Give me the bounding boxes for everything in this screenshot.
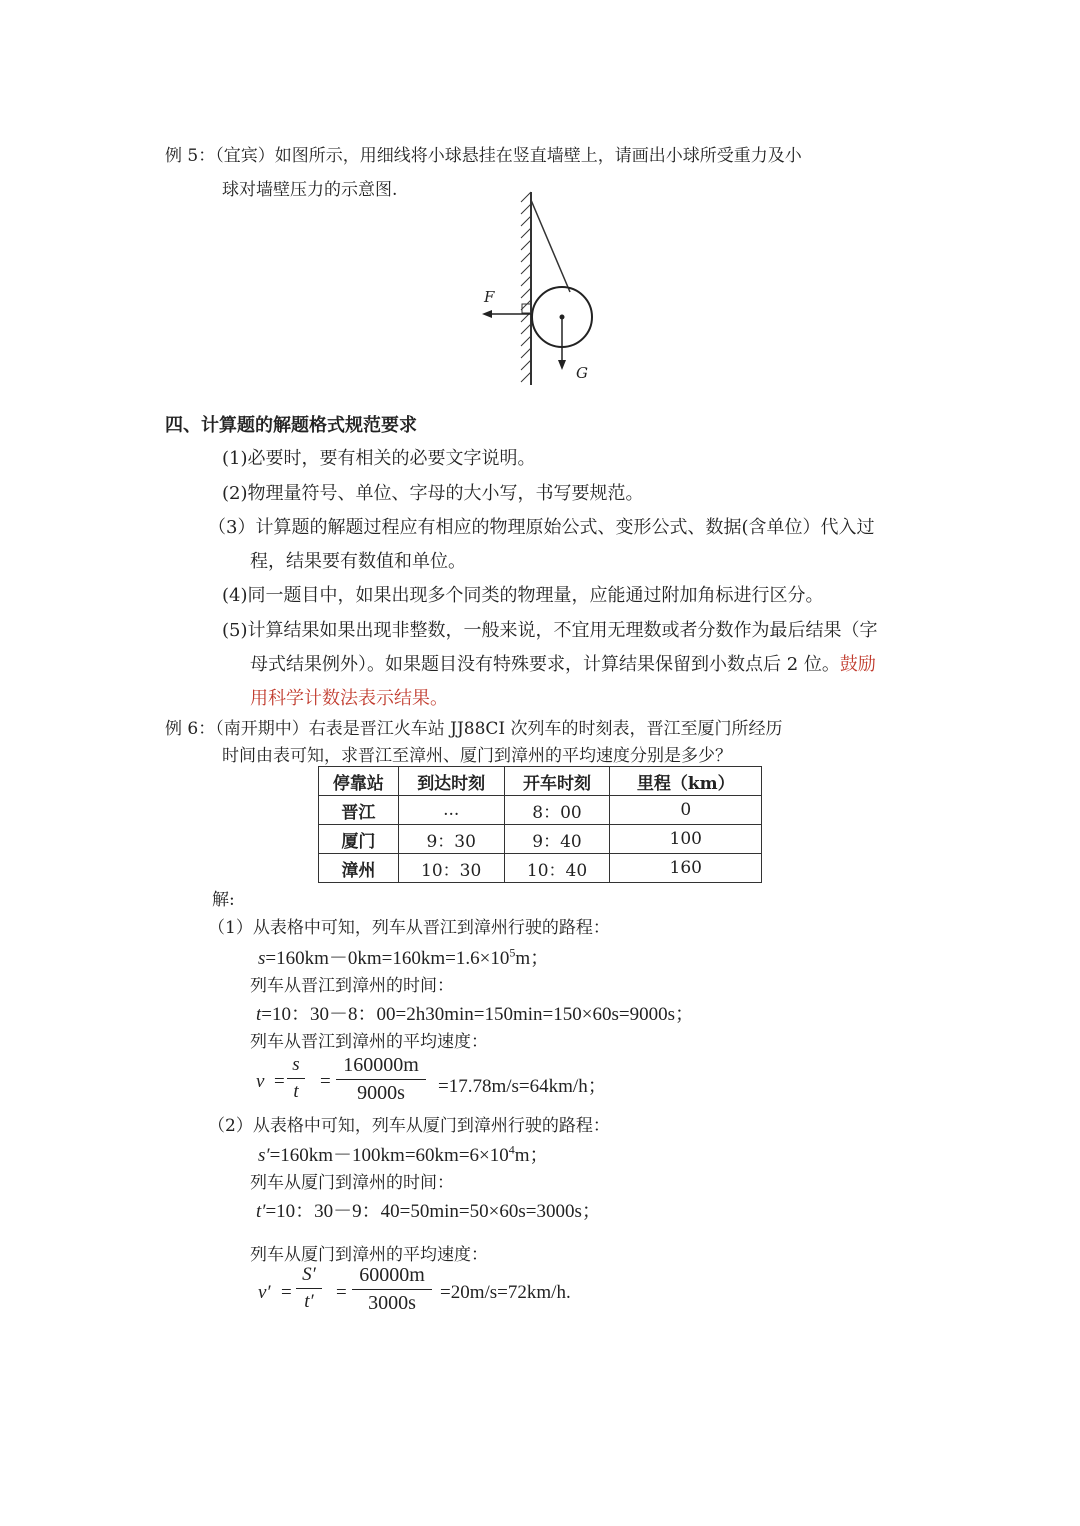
part2-s-unit: m； [514,1145,549,1166]
highlight-scientific-notation: 用科学计数法表示结果。 [250,688,448,709]
part2-s-expr: =160km－100km=60km=6×10 [269,1145,509,1166]
table-cell: 160 [610,854,762,883]
part2-frac2-num: 60000m [359,1264,425,1286]
table-cell: 100 [610,825,762,854]
rule-item-4: (4)同一题目中，如果出现多个同类的物理量，应能通过附加角标进行区分。 [222,585,824,606]
part1-distance [258,943,549,970]
rule-item-5b-text: 母式结果例外）。如果题目没有特殊要求，计算结果保留到小数点后 2 位。 [250,654,840,675]
table-cell: 10：40 [504,854,610,883]
part1-frac1-num: s [292,1054,300,1075]
part2-v-var: v′ [258,1282,271,1303]
part1-t-var: t [256,1004,262,1025]
table-header: 里程（km） [610,767,762,796]
table-header-row [319,767,762,796]
table-row [319,796,762,825]
rule-item-5a: (5)计算结果如果出现非整数，一般来说，不宜用无理数或者分数作为最后结果（字 [222,620,878,641]
part1-intro: （1）从表格中可知，列车从晋江到漳州行驶的路程： [208,918,610,938]
part1-time-text: 列车从晋江到漳州的时间： [250,976,454,996]
part1-eq: = [274,1071,285,1092]
part2-speed-text: 列车从厦门到漳州的平均速度： [250,1245,488,1265]
part2-t-var: t′ [256,1201,266,1222]
force-F-arrow [482,310,531,318]
part2-frac1-den: t′ [304,1291,314,1312]
wall-hatching [521,192,531,382]
fraction-bar [296,1288,322,1289]
part1-eq2: = [320,1071,331,1092]
right-angle-mark [522,304,531,313]
part1-frac-s-over-t [287,1054,305,1103]
part2-s-var: s′ [258,1145,270,1166]
force-G-arrow [558,317,566,370]
table-row [319,825,762,854]
part2-eq2: = [336,1282,347,1303]
highlight-encourage: 鼓励 [839,654,876,675]
section4-heading: 四、计算题的解题格式规范要求 [165,415,417,436]
part2-intro: （2）从表格中可知，列车从厦门到漳州行驶的路程： [208,1116,610,1136]
table-cell: 8：00 [504,796,610,825]
part2-time-text: 列车从厦门到漳州的时间： [250,1173,454,1193]
example6-line1: 例 6：（南开期中）右表是晋江火车站 JJ88CI 次列车的时刻表，晋江至厦门所经历 [165,719,783,739]
part1-v-var: v [256,1071,265,1092]
rule-item-3b: 程，结果要有数值和单位。 [250,551,466,572]
table-cell: 10：30 [398,854,504,883]
table-header: 停靠站 [319,767,399,796]
table-cell: 晋江 [319,796,399,825]
force-G-label: G [576,364,588,382]
example6-line2: 时间由表可知，求晋江至漳州、厦门到漳州的平均速度分别是多少？ [222,746,732,766]
force-F-label: F [484,288,495,306]
table-row [319,854,762,883]
table-cell: 0 [610,796,762,825]
part1-speed-text: 列车从晋江到漳州的平均速度： [250,1032,488,1052]
example5-line2: 球对墙壁压力的示意图. [222,180,398,200]
rule-item-5b [250,650,876,676]
part1-frac-values [336,1054,426,1105]
part1-result: =17.78m/s=64km/h； [438,1076,607,1097]
string [531,200,570,292]
part2-eq: = [281,1282,292,1303]
table-cell: 厦门 [319,825,399,854]
part1-frac2-num: 160000m [343,1054,419,1076]
example5-line1: 例 5：（宜宾）如图所示，用细线将小球悬挂在竖直墙壁上，请画出小球所受重力及小 [165,146,802,166]
rule-item-3a: （3）计算题的解题过程应有相应的物理原始公式、变形公式、数据(含单位）代入过 [208,517,875,538]
fraction-bar [287,1078,305,1079]
table-cell: ... [398,796,504,825]
part2-frac-s-over-t [296,1264,322,1313]
part2-result: =20m/s=72km/h. [440,1282,571,1303]
part1-frac1-den: t [293,1081,299,1102]
part1-t-expr: =10：30－8：00=2h30min=150min=150×60s=9000s； [261,1004,694,1025]
train-timetable [318,766,762,883]
wall [521,192,531,385]
part2-distance [258,1140,549,1167]
table-cell: 9：40 [504,825,610,854]
table-header: 到达时刻 [398,767,504,796]
part2-frac1-num: S′ [302,1264,316,1285]
part2-frac2-den: 3000s [368,1292,416,1314]
part2-t-expr: =10：30－9：40=50min=50×60s=3000s； [265,1201,601,1222]
rule-item-2: (2)物理量符号、单位、字母的大小写，书写要规范。 [222,483,644,504]
part2-time [256,1196,601,1223]
part1-s-unit: m； [515,948,550,969]
part1-frac2-den: 9000s [357,1082,405,1104]
fraction-bar [336,1079,426,1080]
part1-s-expr: =160km－0km=160km=1.6×10 [265,948,510,969]
table-header: 开车时刻 [504,767,610,796]
part1-s-var: s [258,948,266,969]
part2-s-exp: 4 [508,1142,515,1157]
fraction-bar [352,1289,432,1290]
solution-label: 解: [212,890,235,910]
rule-item-1: (1)必要时，要有相关的必要文字说明。 [222,448,536,469]
part1-time [256,999,694,1026]
part2-frac-values [352,1264,432,1315]
part1-s-exp: 5 [509,945,516,960]
table-cell: 9：30 [398,825,504,854]
table-cell: 漳州 [319,854,399,883]
